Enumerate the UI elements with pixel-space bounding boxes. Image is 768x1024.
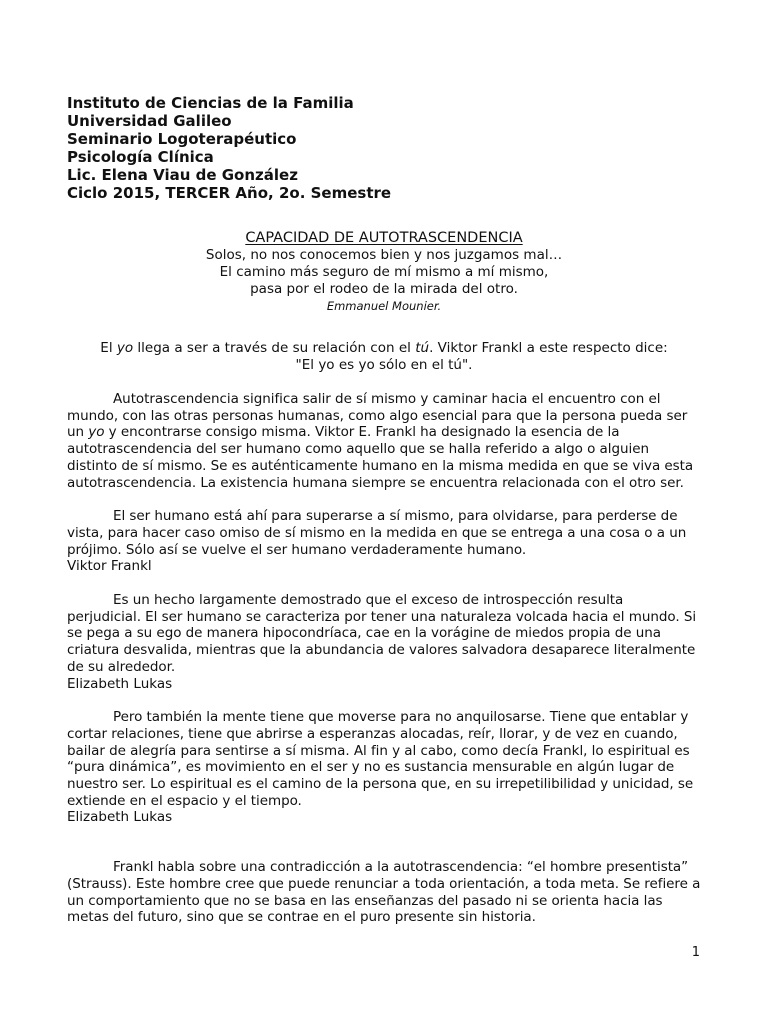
- epigraph: [67, 247, 701, 313]
- intro-yo: yo: [116, 340, 134, 356]
- paragraph-frankl-quote: El ser humano está ahí para superarse a sí mismo, para olvidarse, para perderse de vista, para hacer caso omiso de sí mismo en la medida en que se entrega a una cosa o a un prójimo. Sólo así se vuelve el ser humano verdaderamente humano.: [67, 508, 687, 558]
- header-instructor: Lic. Elena Viau de González: [67, 166, 298, 184]
- quote-author: Elizabeth Lukas: [67, 675, 173, 692]
- paragraph-lukas-quote-2: Pero también la mente tiene que moverse para no anquilosarse. Tiene que entablar y cortar relaciones, tiene que abrirse a esperanzas alocadas, reír, llorar, y de vez en cuando, bailar de alegría para sentirse a sí misma. Al fin y al cabo, como decía Frankl, lo espiritual es “pura dinámica”, es movimiento en el ser y no es sustancia mensurable en algún lugar de nuestro ser. Lo espiritual es el camino de la persona que, en su irrepetilibilidad y unicidad, se extiende en el espacio y el tiempo.: [67, 709, 694, 809]
- paragraph-lukas-quote-1: Es un hecho largamente demostrado que el exceso de introspección resulta perjudicial. El ser humano se caracteriza por tener una naturaleza volcada hacia el mundo. Si se pega a su ego de manera hipocondríaca, cae en la vorágine de miedos propia de una criatura desvalida, mientras que la abundancia de valores salvadora desaparece literalmente de su alrededor.: [67, 592, 697, 675]
- paragraph-text: y encontrarse consigo misma. Viktor E. Frankl ha designado la esencia de la autotrascendencia del ser humano como aquello que se halla referido a algo o alguien distinto de sí mismo. Se es auténticamente humano en la misma medida en que se viva esta autotrascendencia. La existencia humana siempre se encuentra relacionada con el otro ser.: [67, 424, 694, 491]
- document-header: [67, 94, 701, 202]
- epigraph-author: Emmanuel Mounier.: [326, 299, 442, 313]
- paragraph-text: Autotrascendencia significa salir de sí mismo y caminar hacia el encuentro con el mundo, con las otras personas humanas, como algo esencial para que la persona pueda ser un: [67, 391, 688, 441]
- header-university: Universidad Galileo: [67, 112, 232, 130]
- paragraph-autotrascendencia: [67, 391, 701, 491]
- intro-text: . Viktor Frankl a este respecto dice:: [429, 340, 668, 356]
- intro-paragraph: [67, 340, 701, 374]
- header-seminar: Seminario Logoterapéutico: [67, 130, 297, 148]
- intro-text: llega a ser a través de su relación con el: [133, 340, 416, 356]
- quote-author: Elizabeth Lukas: [67, 809, 173, 826]
- epigraph-line: pasa por el rodeo de la mirada del otro.: [250, 281, 518, 297]
- page-number: 1: [691, 945, 700, 960]
- intro-quote: "El yo es yo sólo en el tú".: [295, 357, 473, 373]
- quote-author: Viktor Frankl: [67, 558, 152, 575]
- header-institute: Instituto de Ciencias de la Familia: [67, 94, 354, 112]
- epigraph-line: El camino más seguro de mí mismo a mí mismo,: [219, 264, 549, 280]
- paragraph-hombre-presentista: Frankl habla sobre una contradicción a la autotrascendencia: “el hombre presentista” (Strauss). Este hombre cree que puede renunciar a toda orientación, a toda meta. Se refiere a un comportamiento que no se basa en las enseñanzas del pasado ni se orienta hacia las metas del futuro, sino que se contrae en el puro presente sin historia.: [67, 859, 701, 926]
- paragraph-yo: yo: [88, 424, 105, 441]
- document-page: [67, 94, 701, 926]
- epigraph-line: Solos, no nos conocemos bien y nos juzgamos mal…: [205, 247, 563, 263]
- header-cycle: Ciclo 2015, TERCER Año, 2o. Semestre: [67, 184, 392, 202]
- header-field: Psicología Clínica: [67, 148, 214, 166]
- intro-text: El: [100, 340, 117, 356]
- intro-tu: tú: [415, 340, 430, 356]
- document-title: CAPACIDAD DE AUTOTRASCENDENCIA: [245, 230, 523, 246]
